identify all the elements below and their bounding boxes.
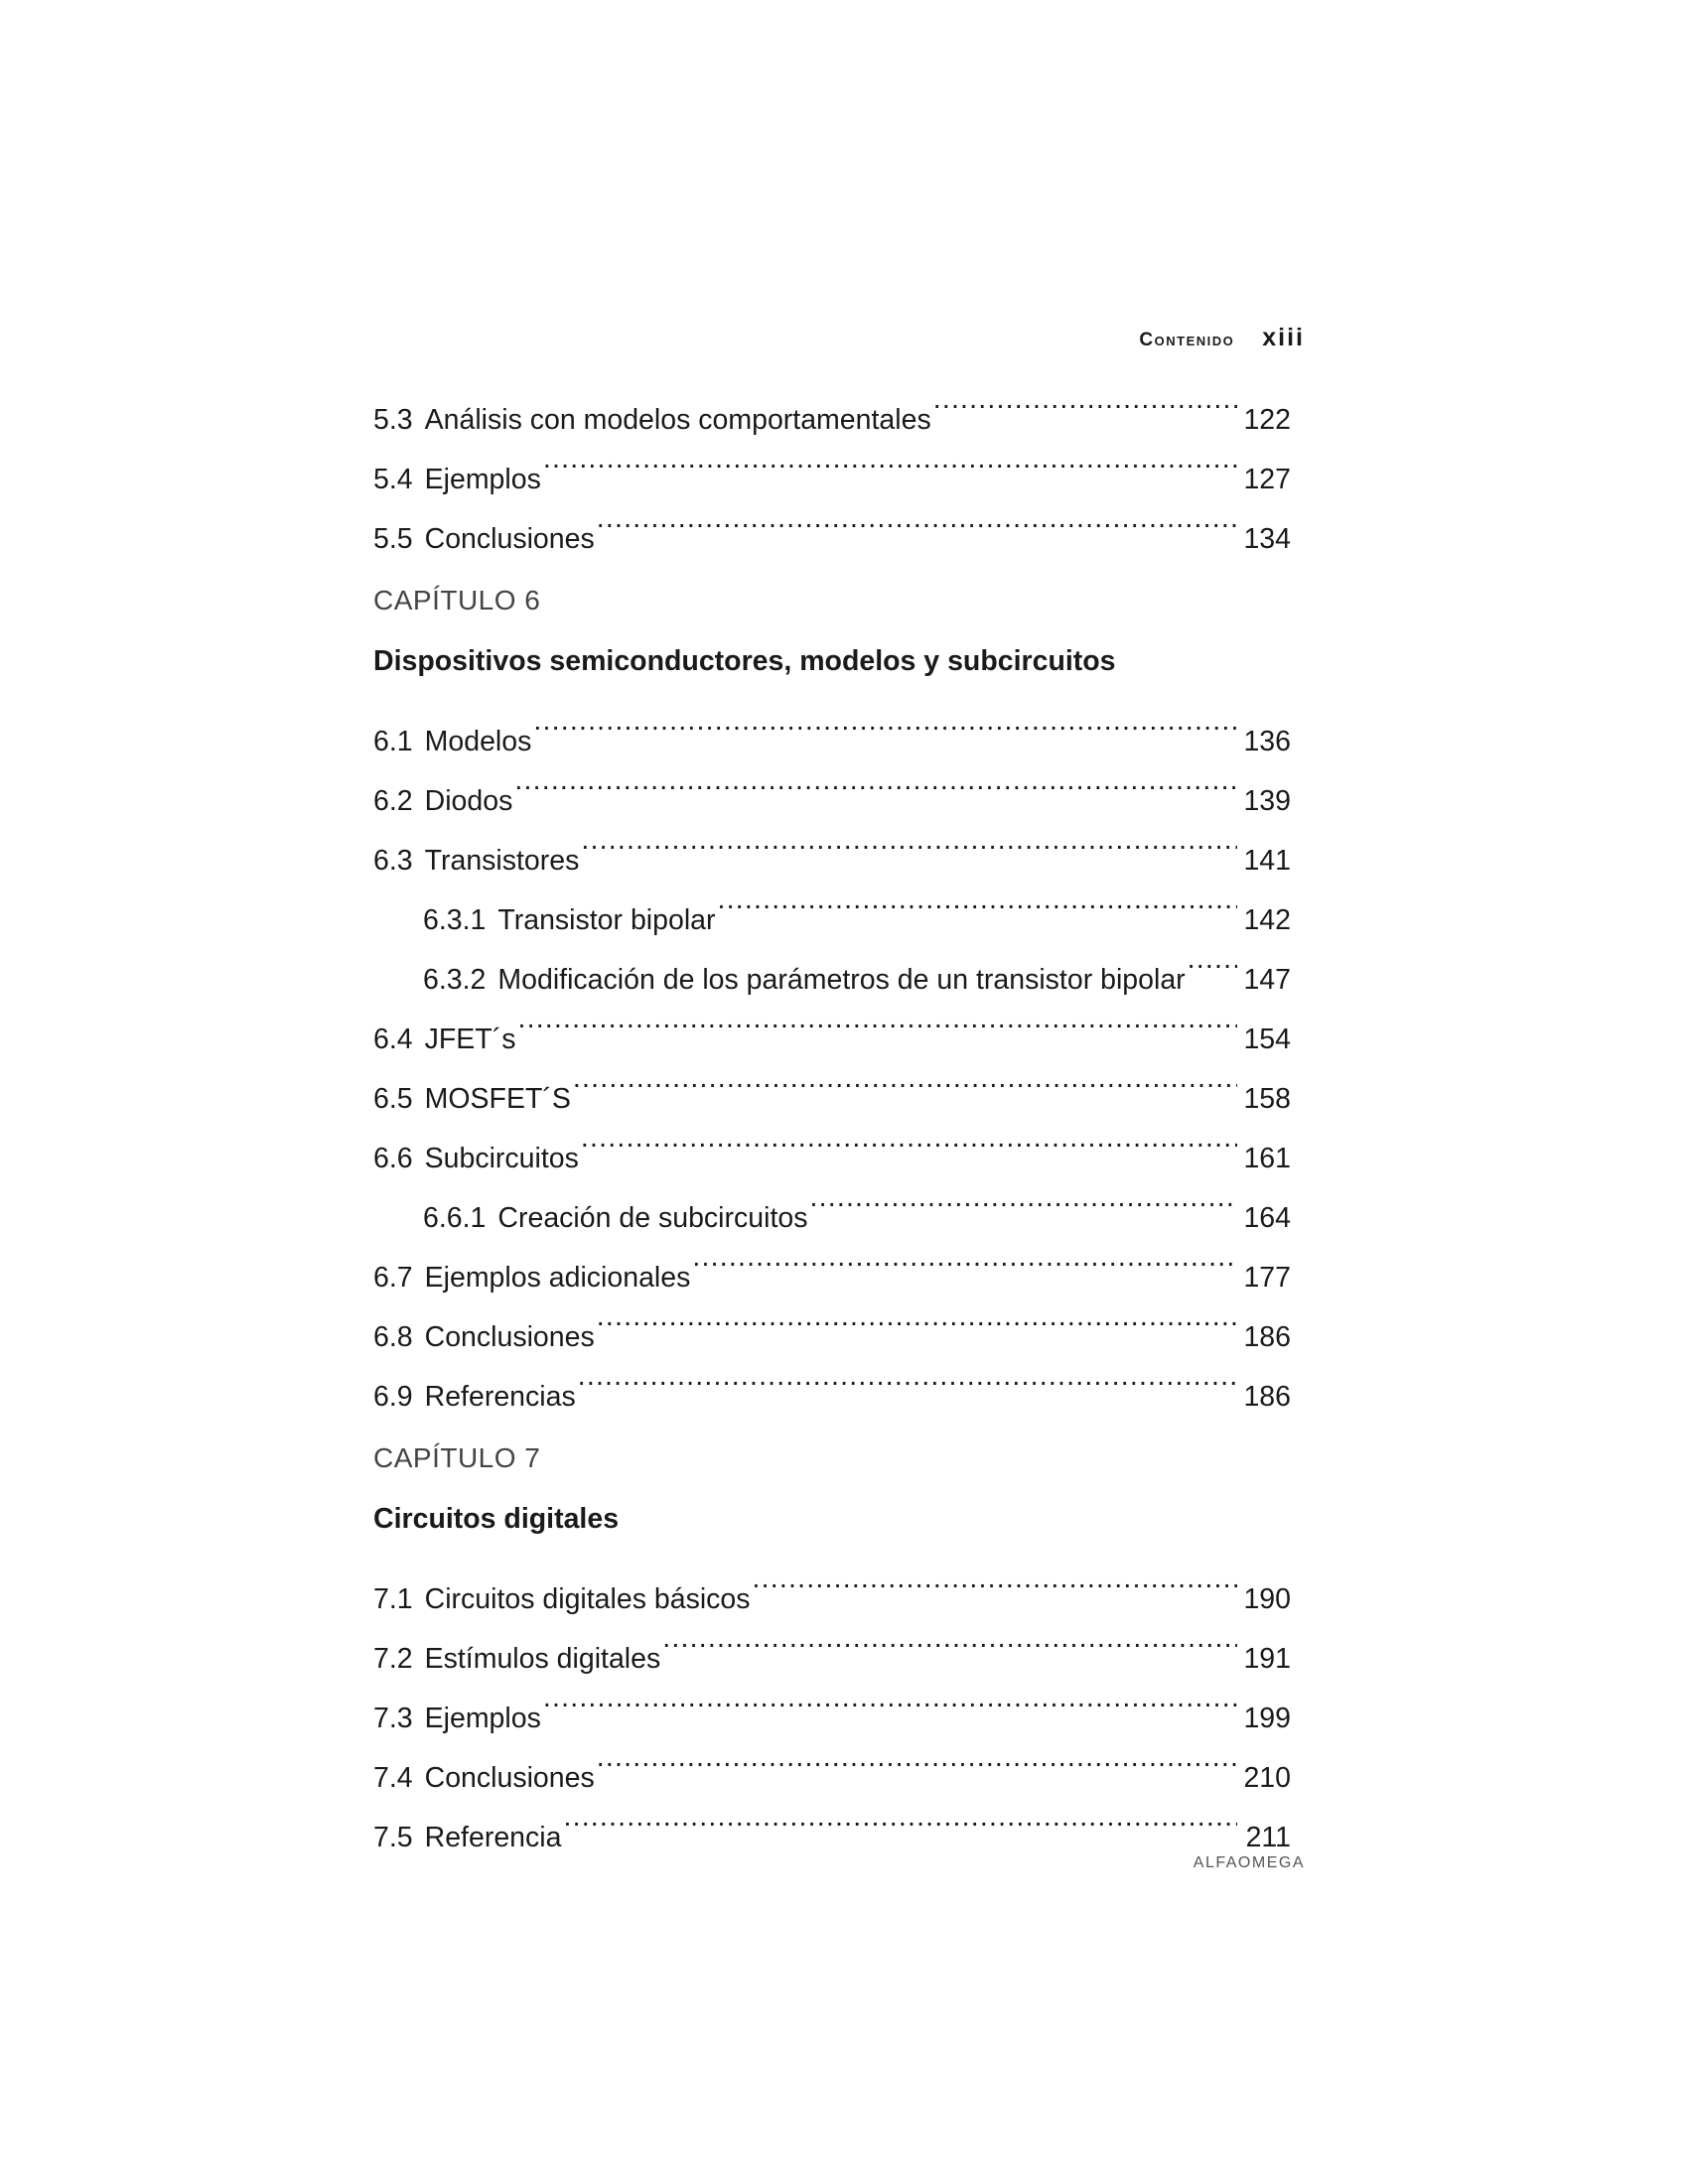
toc-entry-title: Referencias [424, 1381, 576, 1413]
dot-leader [809, 1167, 1237, 1227]
toc-entry-page: 186 [1243, 1321, 1291, 1353]
toc-entry-title: MOSFET´S [424, 1083, 571, 1115]
toc-entry-title: Diodos [424, 785, 513, 817]
toc-entry-title: Modificación de los parámetros de un transistor bipolar [497, 964, 1186, 996]
dot-leader [543, 429, 1237, 488]
toc-entry-number: 6.6.1 [423, 1202, 487, 1234]
toc-entry-page: 186 [1243, 1381, 1291, 1413]
dot-leader [581, 1108, 1237, 1167]
toc-entry-number: 6.5 [373, 1083, 413, 1115]
dot-leader [517, 989, 1237, 1048]
dot-leader [718, 870, 1238, 929]
toc-entry-number: 7.4 [373, 1762, 413, 1794]
toc-entry-page: 139 [1243, 785, 1291, 817]
toc-entry-page: 122 [1243, 404, 1291, 436]
toc-entry-number: 5.3 [373, 404, 413, 436]
toc-entry-number: 6.1 [373, 726, 413, 757]
toc-entry-page: 142 [1243, 904, 1291, 936]
toc-entry-page: 191 [1243, 1643, 1291, 1675]
toc-entry[interactable] [373, 691, 1291, 757]
toc-entry-page: 190 [1243, 1583, 1291, 1615]
toc-entry-number: 6.6 [373, 1143, 413, 1174]
toc-entry-title: Modelos [424, 726, 532, 757]
dot-leader [597, 1727, 1237, 1787]
toc-entry-title: Subcircuitos [424, 1143, 579, 1174]
toc-entry-title: Conclusiones [424, 523, 595, 555]
toc-entry-title: Transistores [424, 845, 580, 877]
toc-entry-page: 147 [1243, 964, 1291, 996]
dot-leader [753, 1549, 1237, 1608]
toc-entry-title: Creación de subcircuitos [497, 1202, 808, 1234]
dot-leader [662, 1608, 1237, 1668]
toc-entry-number: 6.3.1 [423, 904, 487, 936]
toc-entry-page: 211 [1245, 1822, 1291, 1853]
running-head-page-number: xiii [1262, 324, 1305, 351]
dot-leader [573, 1048, 1237, 1108]
dot-leader [533, 691, 1237, 751]
running-head-section: Contenido [1139, 330, 1235, 350]
toc-entry-title: Transistor bipolar [497, 904, 716, 936]
chapter-title: Circuitos digitales [373, 1503, 620, 1535]
toc-entry-page: 154 [1243, 1024, 1291, 1055]
toc-entry-title: Ejemplos [424, 1703, 541, 1734]
toc-entry-title: Conclusiones [424, 1762, 595, 1794]
dot-leader [692, 1227, 1237, 1287]
toc-entry-number: 6.7 [373, 1262, 413, 1294]
toc-entry-title: Referencia [424, 1822, 562, 1853]
running-head [1139, 324, 1305, 352]
toc-entry-page: 164 [1243, 1202, 1291, 1234]
toc-entry-page: 127 [1243, 464, 1291, 495]
toc-entry-title: Ejemplos adicionales [424, 1262, 691, 1294]
toc-entry-title: Estímulos digitales [424, 1643, 661, 1675]
toc-entry-title: Circuitos digitales básicos [424, 1583, 751, 1615]
toc-entry-number: 6.2 [373, 785, 413, 817]
table-of-contents [373, 369, 1291, 1853]
dot-leader [597, 1287, 1237, 1346]
toc-entry-title: Ejemplos [424, 464, 541, 495]
toc-entry-number: 6.3.2 [423, 964, 487, 996]
toc-entry-number: 6.3 [373, 845, 413, 877]
toc-entry-number: 6.9 [373, 1381, 413, 1413]
toc-entry-number: 7.5 [373, 1822, 413, 1853]
dot-leader [578, 1346, 1237, 1406]
toc-entry[interactable] [373, 1549, 1291, 1615]
toc-entry-number: 7.3 [373, 1703, 413, 1734]
dot-leader [597, 488, 1237, 548]
toc-entry-page: 161 [1243, 1143, 1291, 1174]
dot-leader [514, 751, 1237, 810]
toc-entry-number: 5.4 [373, 464, 413, 495]
toc-entry-page: 177 [1243, 1262, 1291, 1294]
toc-entry-page: 136 [1243, 726, 1291, 757]
chapter-label: CAPÍTULO 6 [373, 585, 541, 615]
chapter-label: CAPÍTULO 7 [373, 1442, 541, 1473]
publisher-footer: ALFAOMEGA [1193, 1854, 1305, 1871]
toc-entry-title: Análisis con modelos comportamentales [424, 404, 931, 436]
dot-leader [1188, 929, 1237, 989]
toc-entry-page: 210 [1243, 1762, 1291, 1794]
toc-entry-page: 134 [1243, 523, 1291, 555]
dot-leader [933, 369, 1237, 429]
toc-entry[interactable] [373, 369, 1291, 436]
dot-leader [563, 1787, 1237, 1846]
toc-entry-title: Conclusiones [424, 1321, 595, 1353]
toc-entry-page: 141 [1243, 845, 1291, 877]
toc-entry-number: 5.5 [373, 523, 413, 555]
toc-entry-number: 7.2 [373, 1643, 413, 1675]
toc-entry-number: 6.4 [373, 1024, 413, 1055]
chapter-title: Dispositivos semiconductores, modelos y subcircuitos [373, 645, 1116, 677]
toc-entry-number: 7.1 [373, 1583, 413, 1615]
toc-entry-title: JFET´s [424, 1024, 516, 1055]
dot-leader [543, 1668, 1237, 1727]
toc-entry-page: 199 [1243, 1703, 1291, 1734]
toc-entry-page: 158 [1243, 1083, 1291, 1115]
toc-entry-number: 6.8 [373, 1321, 413, 1353]
dot-leader [581, 810, 1237, 870]
